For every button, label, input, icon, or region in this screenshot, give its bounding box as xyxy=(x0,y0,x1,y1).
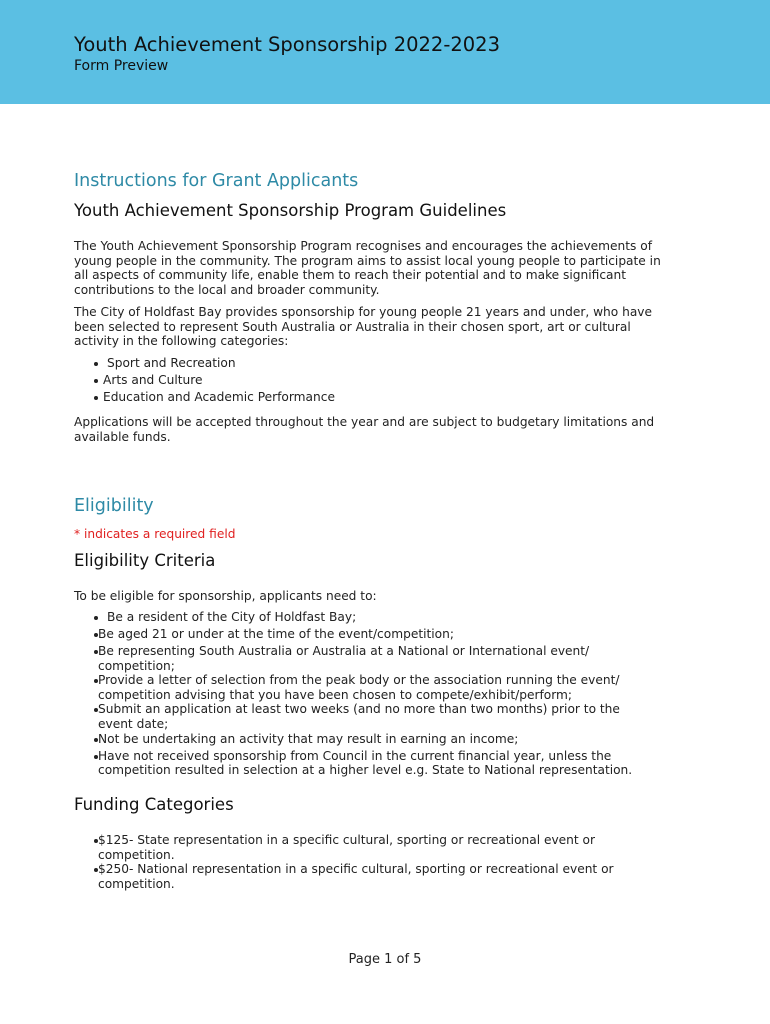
availability-paragraph: Applications will be accepted throughout the year and are subject to budgetary limitations and available funds. xyxy=(74,415,655,444)
form-title: Youth Achievement Sponsorship 2022-2023 xyxy=(74,33,500,56)
list-item: Sport and Recreation xyxy=(74,356,335,371)
eligibility-heading: Eligibility xyxy=(74,496,154,516)
form-subtitle: Form Preview xyxy=(74,58,169,74)
page-number: Page 1 of 5 xyxy=(348,952,422,967)
list-item: Have not received sponsorship from Council in the current financial year, unless the competition resulted in selection at a higher level e.g. State to National representation. xyxy=(74,749,654,778)
funding-list xyxy=(74,833,644,891)
list-item: Be a resident of the City of Holdfast Bay; xyxy=(74,610,654,625)
eligibility-paragraph: The City of Holdfast Bay provides sponsorship for young people 21 years and under, who have been selected to represent South Australia or Australia in their chosen sport, art or cultural activity in the following categories: xyxy=(74,305,653,349)
eligibility-criteria-heading: Eligibility Criteria xyxy=(74,551,216,570)
criteria-list xyxy=(74,610,654,778)
list-item: Be representing South Australia or Australia at a National or International event/ competition; xyxy=(74,644,654,673)
page-header xyxy=(0,0,770,104)
intro-paragraph: The Youth Achievement Sponsorship Program recognises and encourages the achievements of young people in the community. The program aims to assist local young people to participate in all aspects of community life, enable them to reach their potential and to make significant contributions to the local and broader community. xyxy=(74,239,661,297)
list-item: Education and Academic Performance xyxy=(74,390,335,405)
list-item: Not be undertaking an activity that may result in earning an income; xyxy=(74,732,654,747)
category-list xyxy=(74,356,335,407)
list-item: Arts and Culture xyxy=(74,373,335,388)
instructions-heading: Instructions for Grant Applicants xyxy=(74,171,359,191)
list-item: Provide a letter of selection from the peak body or the association running the event/ competition advising that you have been chosen to compete/exhibit/perform; xyxy=(74,673,654,702)
funding-categories-heading: Funding Categories xyxy=(74,795,234,814)
list-item: $125- State representation in a specific cultural, sporting or recreational event or competition. xyxy=(74,833,644,862)
list-item: $250- National representation in a specific cultural, sporting or recreational event or competition. xyxy=(74,862,644,891)
criteria-intro: To be eligible for sponsorship, applicants need to: xyxy=(74,589,377,603)
guidelines-heading: Youth Achievement Sponsorship Program Guidelines xyxy=(74,201,507,220)
list-item: Be aged 21 or under at the time of the event/competition; xyxy=(74,627,654,642)
required-field-note: * indicates a required field xyxy=(74,527,236,541)
list-item: Submit an application at least two weeks (and no more than two months) prior to the event date; xyxy=(74,702,654,731)
